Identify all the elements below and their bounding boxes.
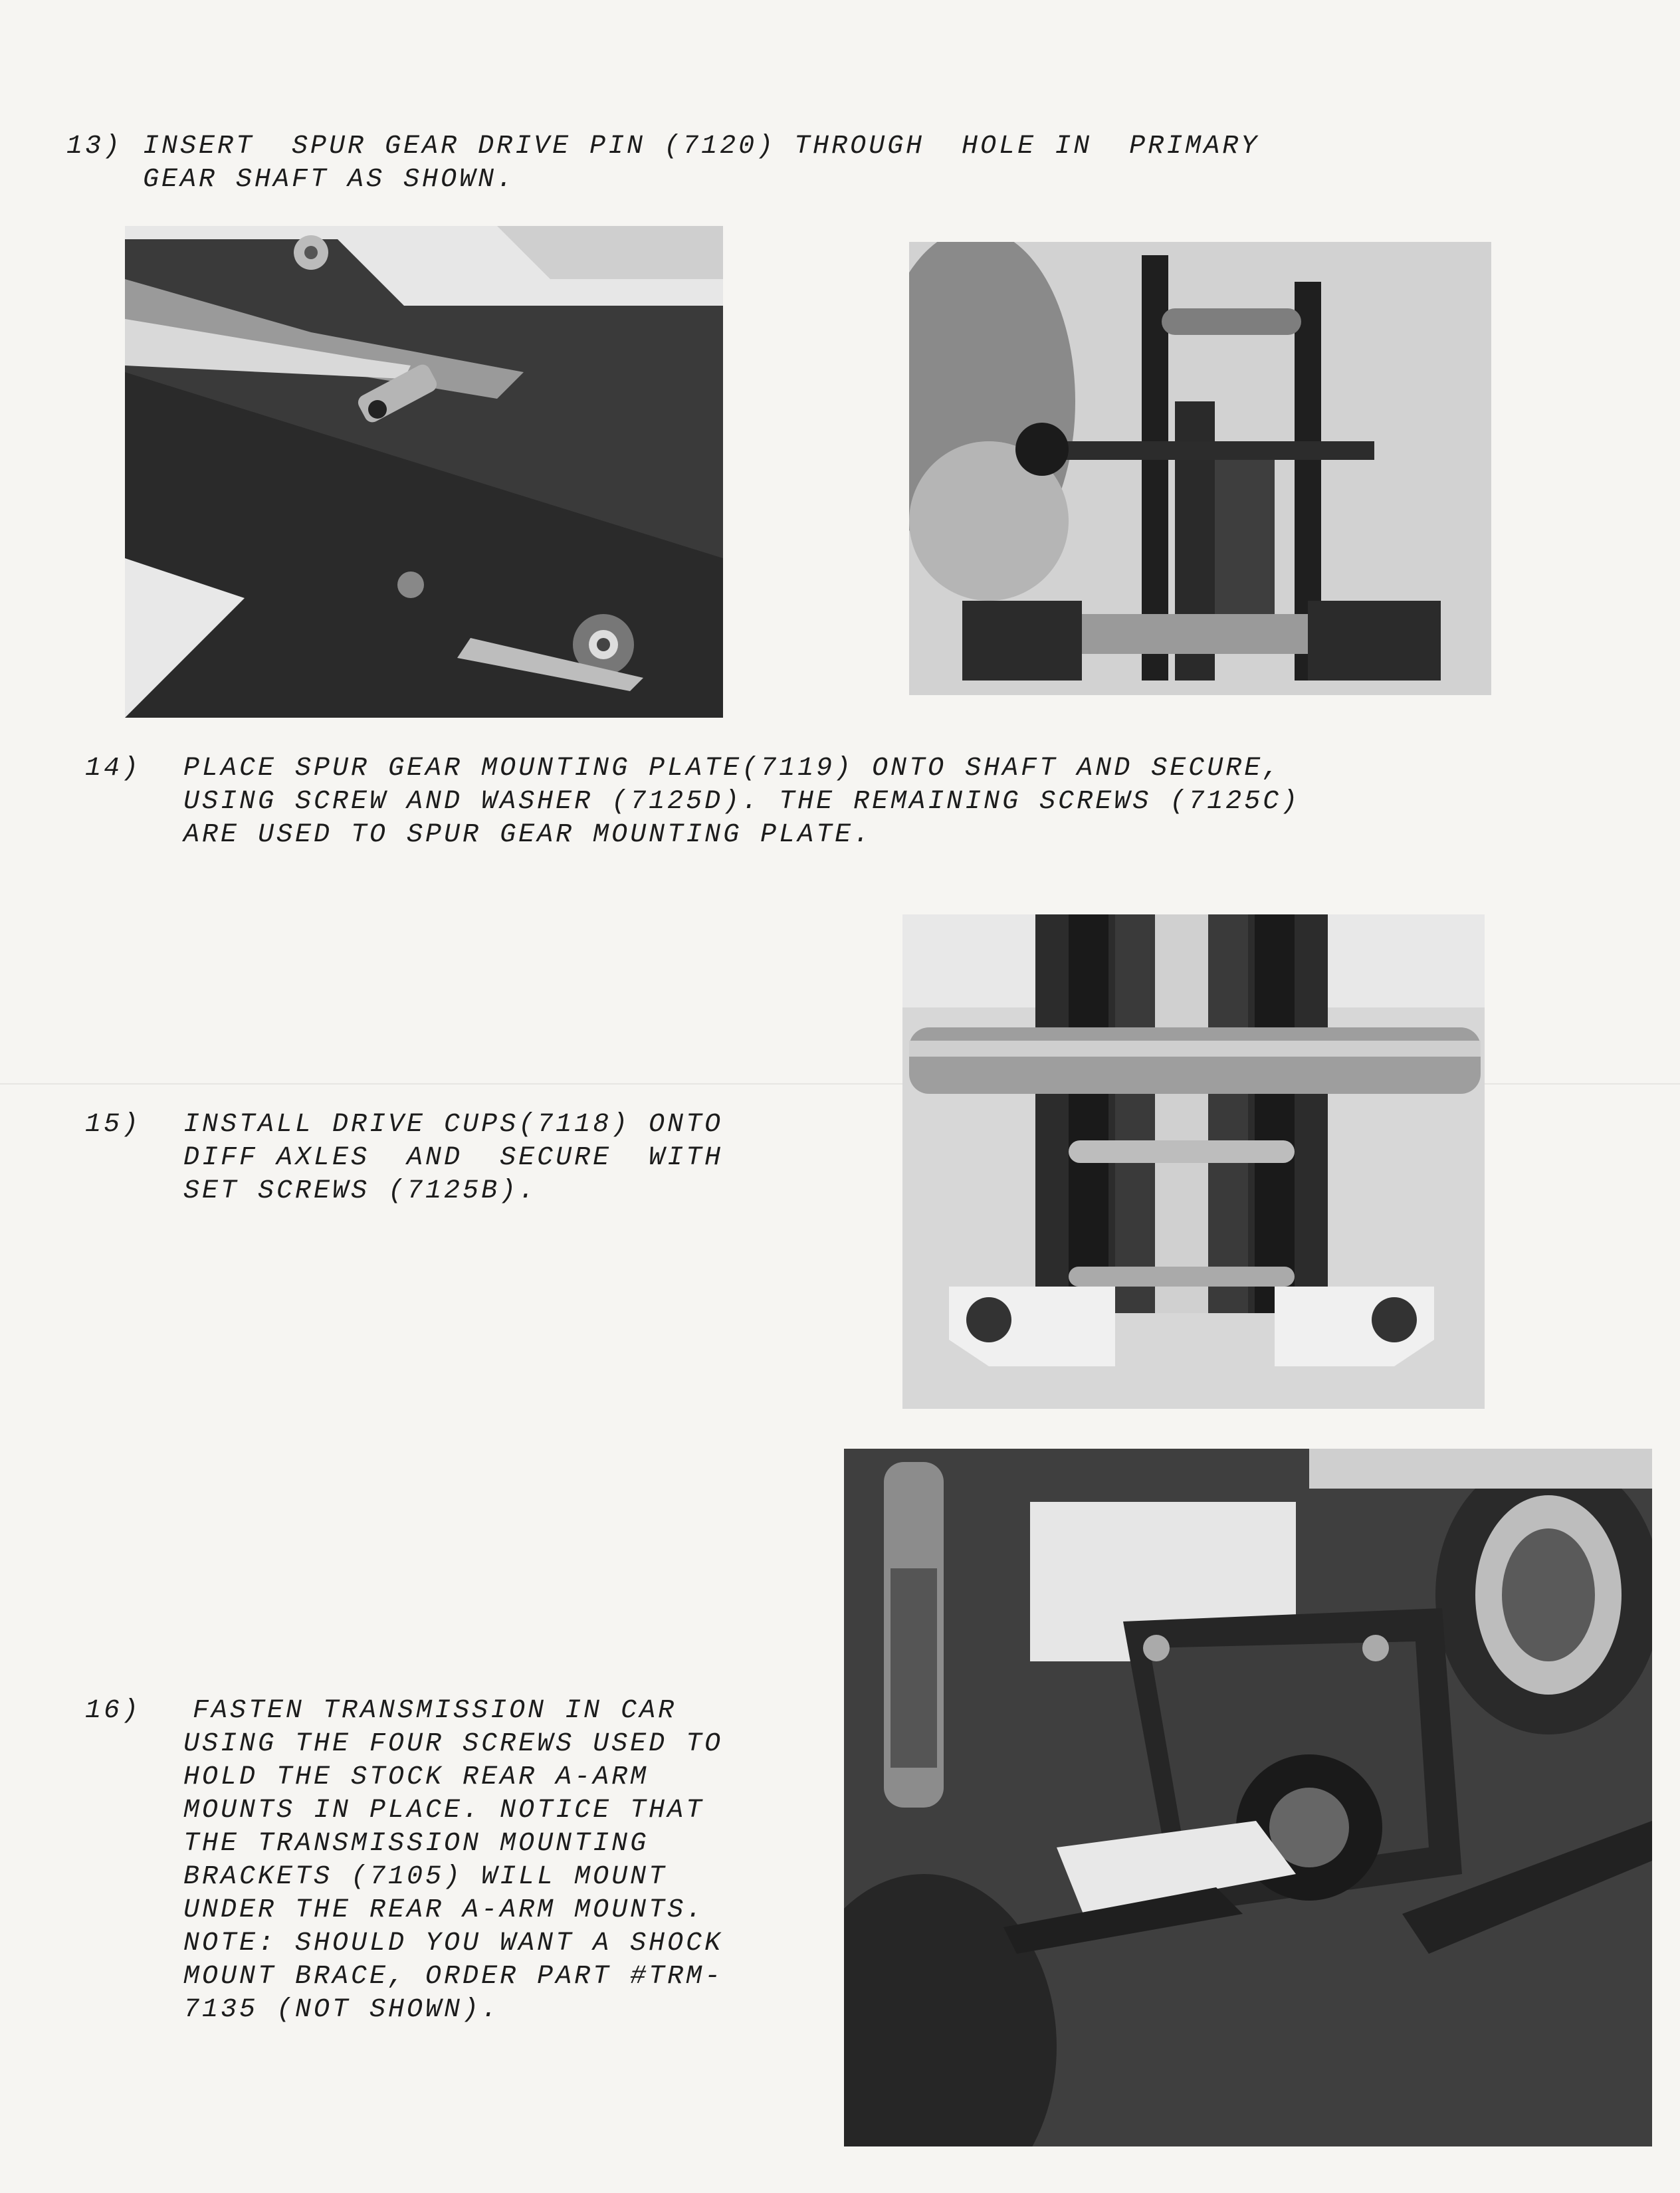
step-16-line-6: BRACKETS (7105) WILL MOUNT <box>183 1862 668 1892</box>
step-16-number: 16) <box>85 1696 142 1726</box>
step-16-line-10: 7135 (NOT SHOWN). <box>183 1995 500 2025</box>
step-15-line-2: DIFF AXLES AND SECURE WITH <box>183 1143 724 1173</box>
step-15-text <box>183 1108 723 1208</box>
step-16-line-7: UNDER THE REAR A-ARM MOUNTS. <box>183 1895 705 1925</box>
step-16-line-4: MOUNTS IN PLACE. NOTICE THAT <box>183 1796 705 1826</box>
step-16-line-9: MOUNT BRACE, ORDER PART #TRM- <box>183 1962 724 1992</box>
photo-step-15-drive-cups <box>902 914 1485 1409</box>
step-13-text <box>143 130 1259 197</box>
step-14-line-1: PLACE SPUR GEAR MOUNTING PLATE(7119) ONTO SHAFT AND SECURE, <box>183 754 1282 783</box>
step-14-line-2: USING SCREW AND WASHER (7125D). THE REMAINING SCREWS (7125C) <box>183 787 1301 817</box>
step-13-number: 13) <box>66 132 123 161</box>
step-16-line-8: NOTE: SHOULD YOU WANT A SHOCK <box>183 1929 724 1958</box>
step-14-text <box>183 752 1300 852</box>
photo-step-13-pliers <box>125 226 723 718</box>
step-13-line-2: GEAR SHAFT AS SHOWN. <box>143 165 516 195</box>
step-16-line-5: THE TRANSMISSION MOUNTING <box>183 1829 649 1859</box>
step-16-line-3: HOLD THE STOCK REAR A-ARM <box>183 1762 649 1792</box>
step-16-line-1: FASTEN TRANSMISSION IN CAR <box>193 1696 677 1726</box>
step-16-line-2: USING THE FOUR SCREWS USED TO <box>183 1729 724 1759</box>
step-14-line-3: ARE USED TO SPUR GEAR MOUNTING PLATE. <box>183 820 873 850</box>
step-15-number: 15) <box>85 1110 142 1140</box>
step-16-text <box>183 1695 723 2027</box>
photo-step-13-gearbox-hand <box>909 242 1491 695</box>
step-15-line-3: SET SCREWS (7125B). <box>183 1176 538 1206</box>
photo-step-16-car-install <box>844 1449 1652 2146</box>
step-15-line-1: INSTALL DRIVE CUPS(7118) ONTO <box>183 1110 724 1140</box>
step-13-line-1: INSERT SPUR GEAR DRIVE PIN (7120) THROUGH HOLE IN PRIMARY <box>143 132 1260 161</box>
step-14-number: 14) <box>85 754 142 783</box>
